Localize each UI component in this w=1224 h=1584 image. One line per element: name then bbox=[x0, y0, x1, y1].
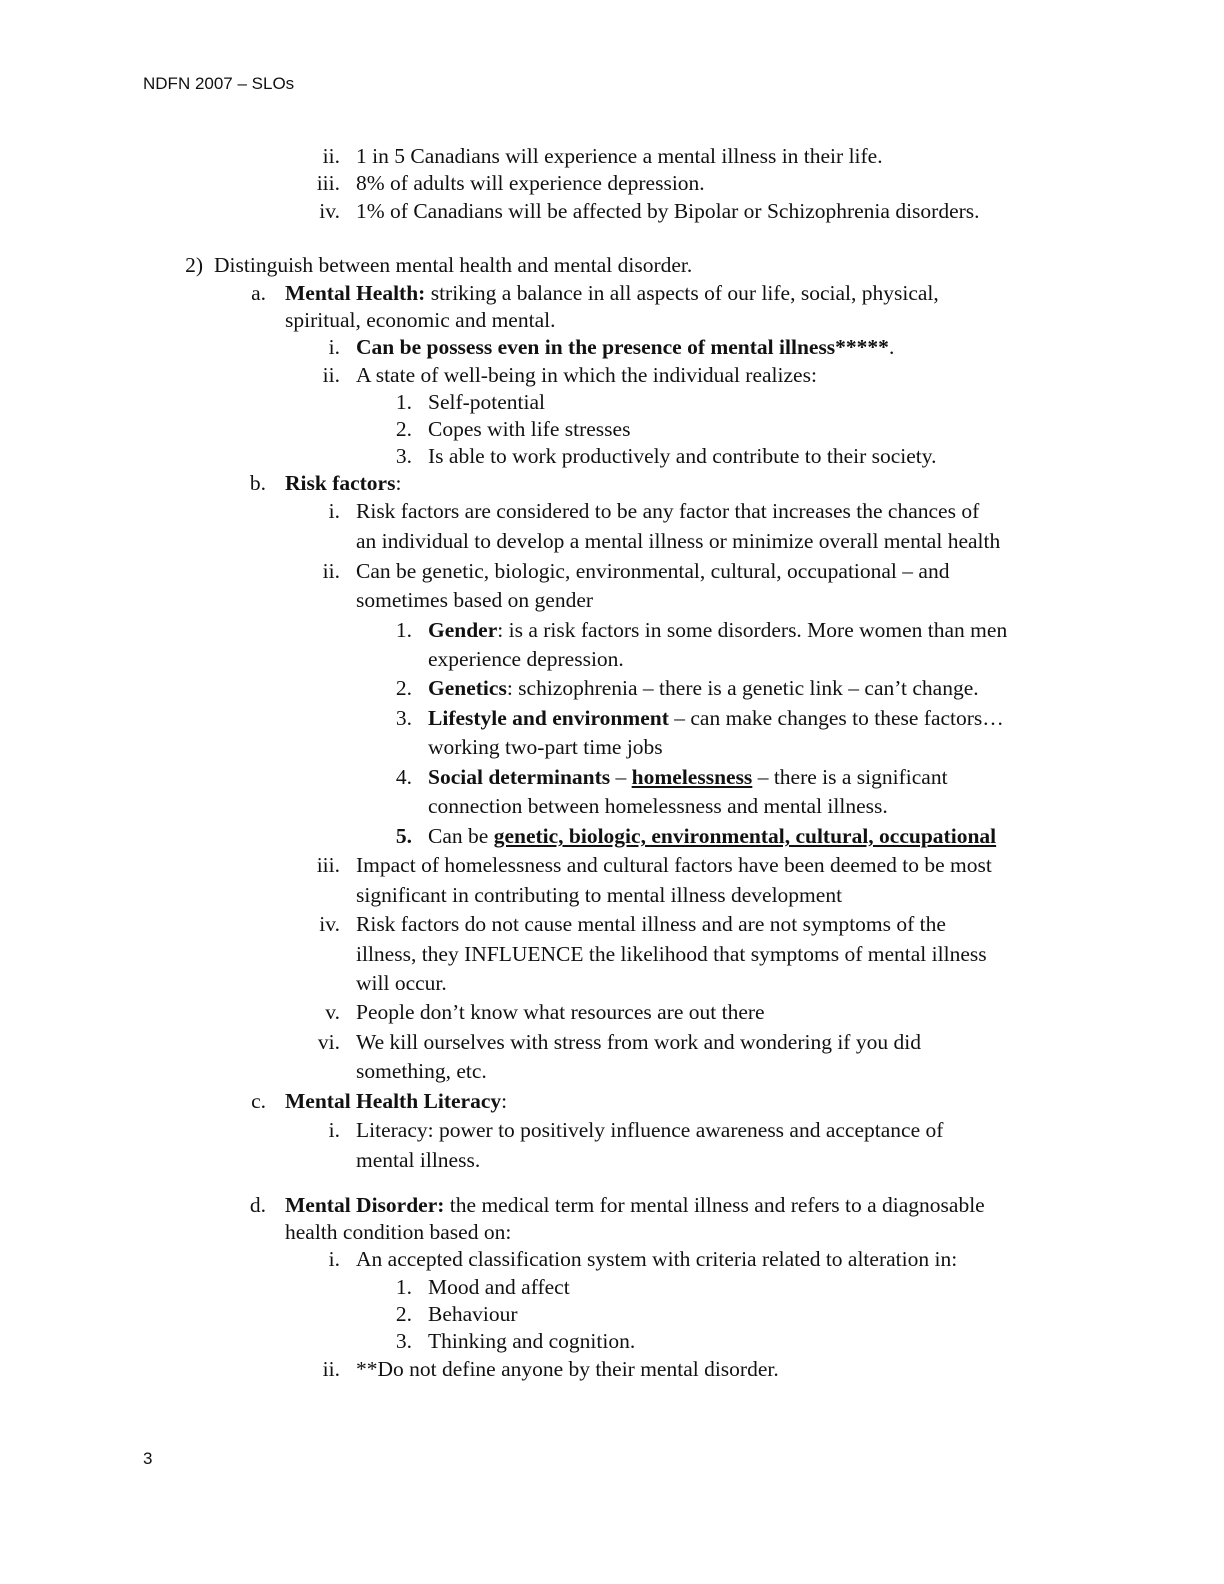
list-marker: i. bbox=[328, 1118, 340, 1142]
list-marker: c. bbox=[251, 1089, 266, 1113]
line-text: connection between homelessness and mental illness. bbox=[428, 794, 888, 818]
line-text: Impact of homelessness and cultural factors have been deemed to be most bbox=[356, 853, 992, 877]
outline-line bbox=[0, 1246, 1164, 1273]
outline-line bbox=[0, 362, 1164, 389]
outline-line bbox=[0, 764, 1164, 791]
line-text: Copes with life stresses bbox=[428, 417, 631, 441]
outline-line bbox=[0, 280, 1164, 307]
outline-line bbox=[0, 1029, 1164, 1056]
line-text: Lifestyle and environment – can make changes to these factors… bbox=[428, 706, 1004, 730]
list-marker: 1. bbox=[395, 618, 412, 642]
outline-line bbox=[0, 143, 1164, 170]
line-text: Risk factors: bbox=[285, 471, 402, 495]
outline-line bbox=[0, 170, 1164, 197]
bold-term: Mental Health Literacy bbox=[285, 1089, 502, 1113]
outline-line bbox=[0, 1147, 1164, 1174]
bold-underlined-term: genetic, biologic, environmental, cultural, occupational bbox=[493, 824, 997, 848]
list-marker: b. bbox=[249, 471, 266, 495]
line-text: People don’t know what resources are out there bbox=[356, 1000, 765, 1024]
line-text: Risk factors do not cause mental illness and are not symptoms of the bbox=[356, 912, 946, 936]
outline-line bbox=[0, 1356, 1164, 1383]
list-marker: i. bbox=[328, 335, 340, 359]
line-text: Mental Health Literacy: bbox=[285, 1089, 508, 1113]
outline-line bbox=[0, 999, 1164, 1026]
outline-line bbox=[0, 389, 1164, 416]
outline-line bbox=[0, 705, 1164, 732]
outline-line bbox=[0, 198, 1164, 225]
line-text: Mental Disorder: the medical term for mental illness and refers to a diagnosable bbox=[285, 1193, 985, 1217]
line-text: 1 in 5 Canadians will experience a mental illness in their life. bbox=[356, 144, 883, 168]
line-text: significant in contributing to mental illness development bbox=[356, 883, 843, 907]
list-marker: 1. bbox=[395, 1275, 412, 1299]
list-marker: 3. bbox=[395, 706, 412, 730]
line-text: 1% of Canadians will be affected by Bipolar or Schizophrenia disorders. bbox=[356, 199, 980, 223]
list-marker: v. bbox=[325, 1000, 340, 1024]
bold-term: Gender bbox=[428, 618, 498, 642]
outline-line bbox=[0, 941, 1164, 968]
outline-line bbox=[0, 558, 1164, 585]
list-marker: 2. bbox=[395, 1302, 412, 1326]
outline-line bbox=[0, 1192, 1164, 1219]
line-text: Self-potential bbox=[428, 390, 546, 414]
line-text: Gender: is a risk factors in some disorders. More women than men bbox=[428, 618, 1008, 642]
outline-line bbox=[0, 443, 1164, 470]
outline-line bbox=[0, 1274, 1164, 1301]
outline-line bbox=[0, 528, 1164, 555]
outline-line bbox=[0, 823, 1164, 850]
line-text: Social determinants – homelessness – there is a significant bbox=[428, 765, 948, 789]
page-number: 3 bbox=[143, 1449, 153, 1468]
line-text: A state of well-being in which the individual realizes: bbox=[356, 363, 817, 387]
list-marker: iv. bbox=[319, 912, 340, 936]
list-marker: vi. bbox=[317, 1030, 340, 1054]
bold-underlined-term: homelessness bbox=[631, 765, 753, 789]
line-text: An accepted classification system with criteria related to alteration in: bbox=[356, 1247, 958, 1271]
outline-line bbox=[0, 334, 1164, 361]
line-text: Can be genetic, biologic, environmental, cultural, occupational – and bbox=[356, 559, 950, 583]
line-text: an individual to develop a mental illness or minimize overall mental health bbox=[356, 529, 1001, 553]
line-text: **Do not define anyone by their mental disorder. bbox=[356, 1357, 779, 1381]
outline-line bbox=[0, 470, 1164, 497]
bold-term: Lifestyle and environment bbox=[428, 706, 669, 730]
outline-line bbox=[0, 675, 1164, 702]
bold-term: Genetics bbox=[428, 676, 507, 700]
bold-term: Risk factors bbox=[285, 471, 396, 495]
outline-line bbox=[0, 852, 1164, 879]
bold-term: Can be possess even in the presence of mental illness***** bbox=[356, 335, 889, 359]
line-text: Thinking and cognition. bbox=[428, 1329, 636, 1353]
outline-line bbox=[0, 882, 1164, 909]
outline-line bbox=[0, 416, 1164, 443]
outline-line bbox=[0, 1301, 1164, 1328]
outline-line bbox=[0, 1219, 1164, 1246]
outline-line bbox=[0, 970, 1164, 997]
outline-line bbox=[0, 587, 1164, 614]
outline-line bbox=[0, 734, 1164, 761]
list-marker: 5. bbox=[395, 824, 412, 848]
line-text: mental illness. bbox=[356, 1148, 481, 1172]
list-marker: iv. bbox=[319, 199, 340, 223]
list-marker: 4. bbox=[395, 765, 412, 789]
line-text: Can be genetic, biologic, environmental, cultural, occupational bbox=[428, 824, 997, 848]
line-text: Behaviour bbox=[428, 1302, 518, 1326]
bold-term: Mental Health: bbox=[285, 281, 426, 305]
list-marker: ii. bbox=[322, 1357, 340, 1381]
line-text: Can be possess even in the presence of mental illness*****. bbox=[356, 335, 895, 359]
list-marker: i. bbox=[328, 1247, 340, 1271]
list-marker: iii. bbox=[316, 171, 340, 195]
list-marker: 1. bbox=[395, 390, 412, 414]
line-text: working two-part time jobs bbox=[428, 735, 663, 759]
line-text: illness, they INFLUENCE the likelihood that symptoms of mental illness bbox=[356, 942, 987, 966]
line-text: spiritual, economic and mental. bbox=[285, 308, 556, 332]
line-text: Mental Health: striking a balance in all aspects of our life, social, physical, bbox=[285, 281, 939, 305]
line-text: 8% of adults will experience depression. bbox=[356, 171, 705, 195]
outline-line bbox=[0, 307, 1164, 334]
list-marker: 3. bbox=[395, 1329, 412, 1353]
bold-term: Mental Disorder: bbox=[285, 1193, 445, 1217]
list-marker: 2. bbox=[395, 676, 412, 700]
list-marker: i. bbox=[328, 499, 340, 523]
line-text: Genetics: schizophrenia – there is a genetic link – can’t change. bbox=[428, 676, 979, 700]
outline-line bbox=[0, 1058, 1164, 1085]
outline-line bbox=[0, 617, 1164, 644]
line-text: experience depression. bbox=[428, 647, 624, 671]
list-marker: 2. bbox=[395, 417, 412, 441]
list-marker: d. bbox=[249, 1193, 266, 1217]
list-marker: 3. bbox=[395, 444, 412, 468]
line-text: health condition based on: bbox=[285, 1220, 512, 1244]
line-text: We kill ourselves with stress from work and wondering if you did bbox=[356, 1030, 921, 1054]
line-text: will occur. bbox=[356, 971, 447, 995]
outline-line bbox=[0, 252, 1164, 279]
line-text: Distinguish between mental health and mental disorder. bbox=[214, 253, 693, 277]
line-text: sometimes based on gender bbox=[356, 588, 594, 612]
list-marker: 2) bbox=[185, 253, 203, 277]
line-text: Risk factors are considered to be any factor that increases the chances of bbox=[356, 499, 980, 523]
outline-line bbox=[0, 1117, 1164, 1144]
bold-term: Social determinants bbox=[428, 765, 611, 789]
outline-line bbox=[0, 646, 1164, 673]
line-text: something, etc. bbox=[356, 1059, 487, 1083]
line-text: Literacy: power to positively influence awareness and acceptance of bbox=[356, 1118, 944, 1142]
list-marker: ii. bbox=[322, 144, 340, 168]
list-marker: ii. bbox=[322, 363, 340, 387]
outline-line bbox=[0, 498, 1164, 525]
line-text: Is able to work productively and contribute to their society. bbox=[428, 444, 937, 468]
line-text: Mood and affect bbox=[428, 1275, 570, 1299]
list-marker: ii. bbox=[322, 559, 340, 583]
outline-line bbox=[0, 1088, 1164, 1115]
outline-line bbox=[0, 793, 1164, 820]
outline-line bbox=[0, 1328, 1164, 1355]
page-header: NDFN 2007 – SLOs bbox=[143, 74, 295, 93]
outline-line bbox=[0, 911, 1164, 938]
list-marker: a. bbox=[251, 281, 266, 305]
list-marker: iii. bbox=[316, 853, 340, 877]
